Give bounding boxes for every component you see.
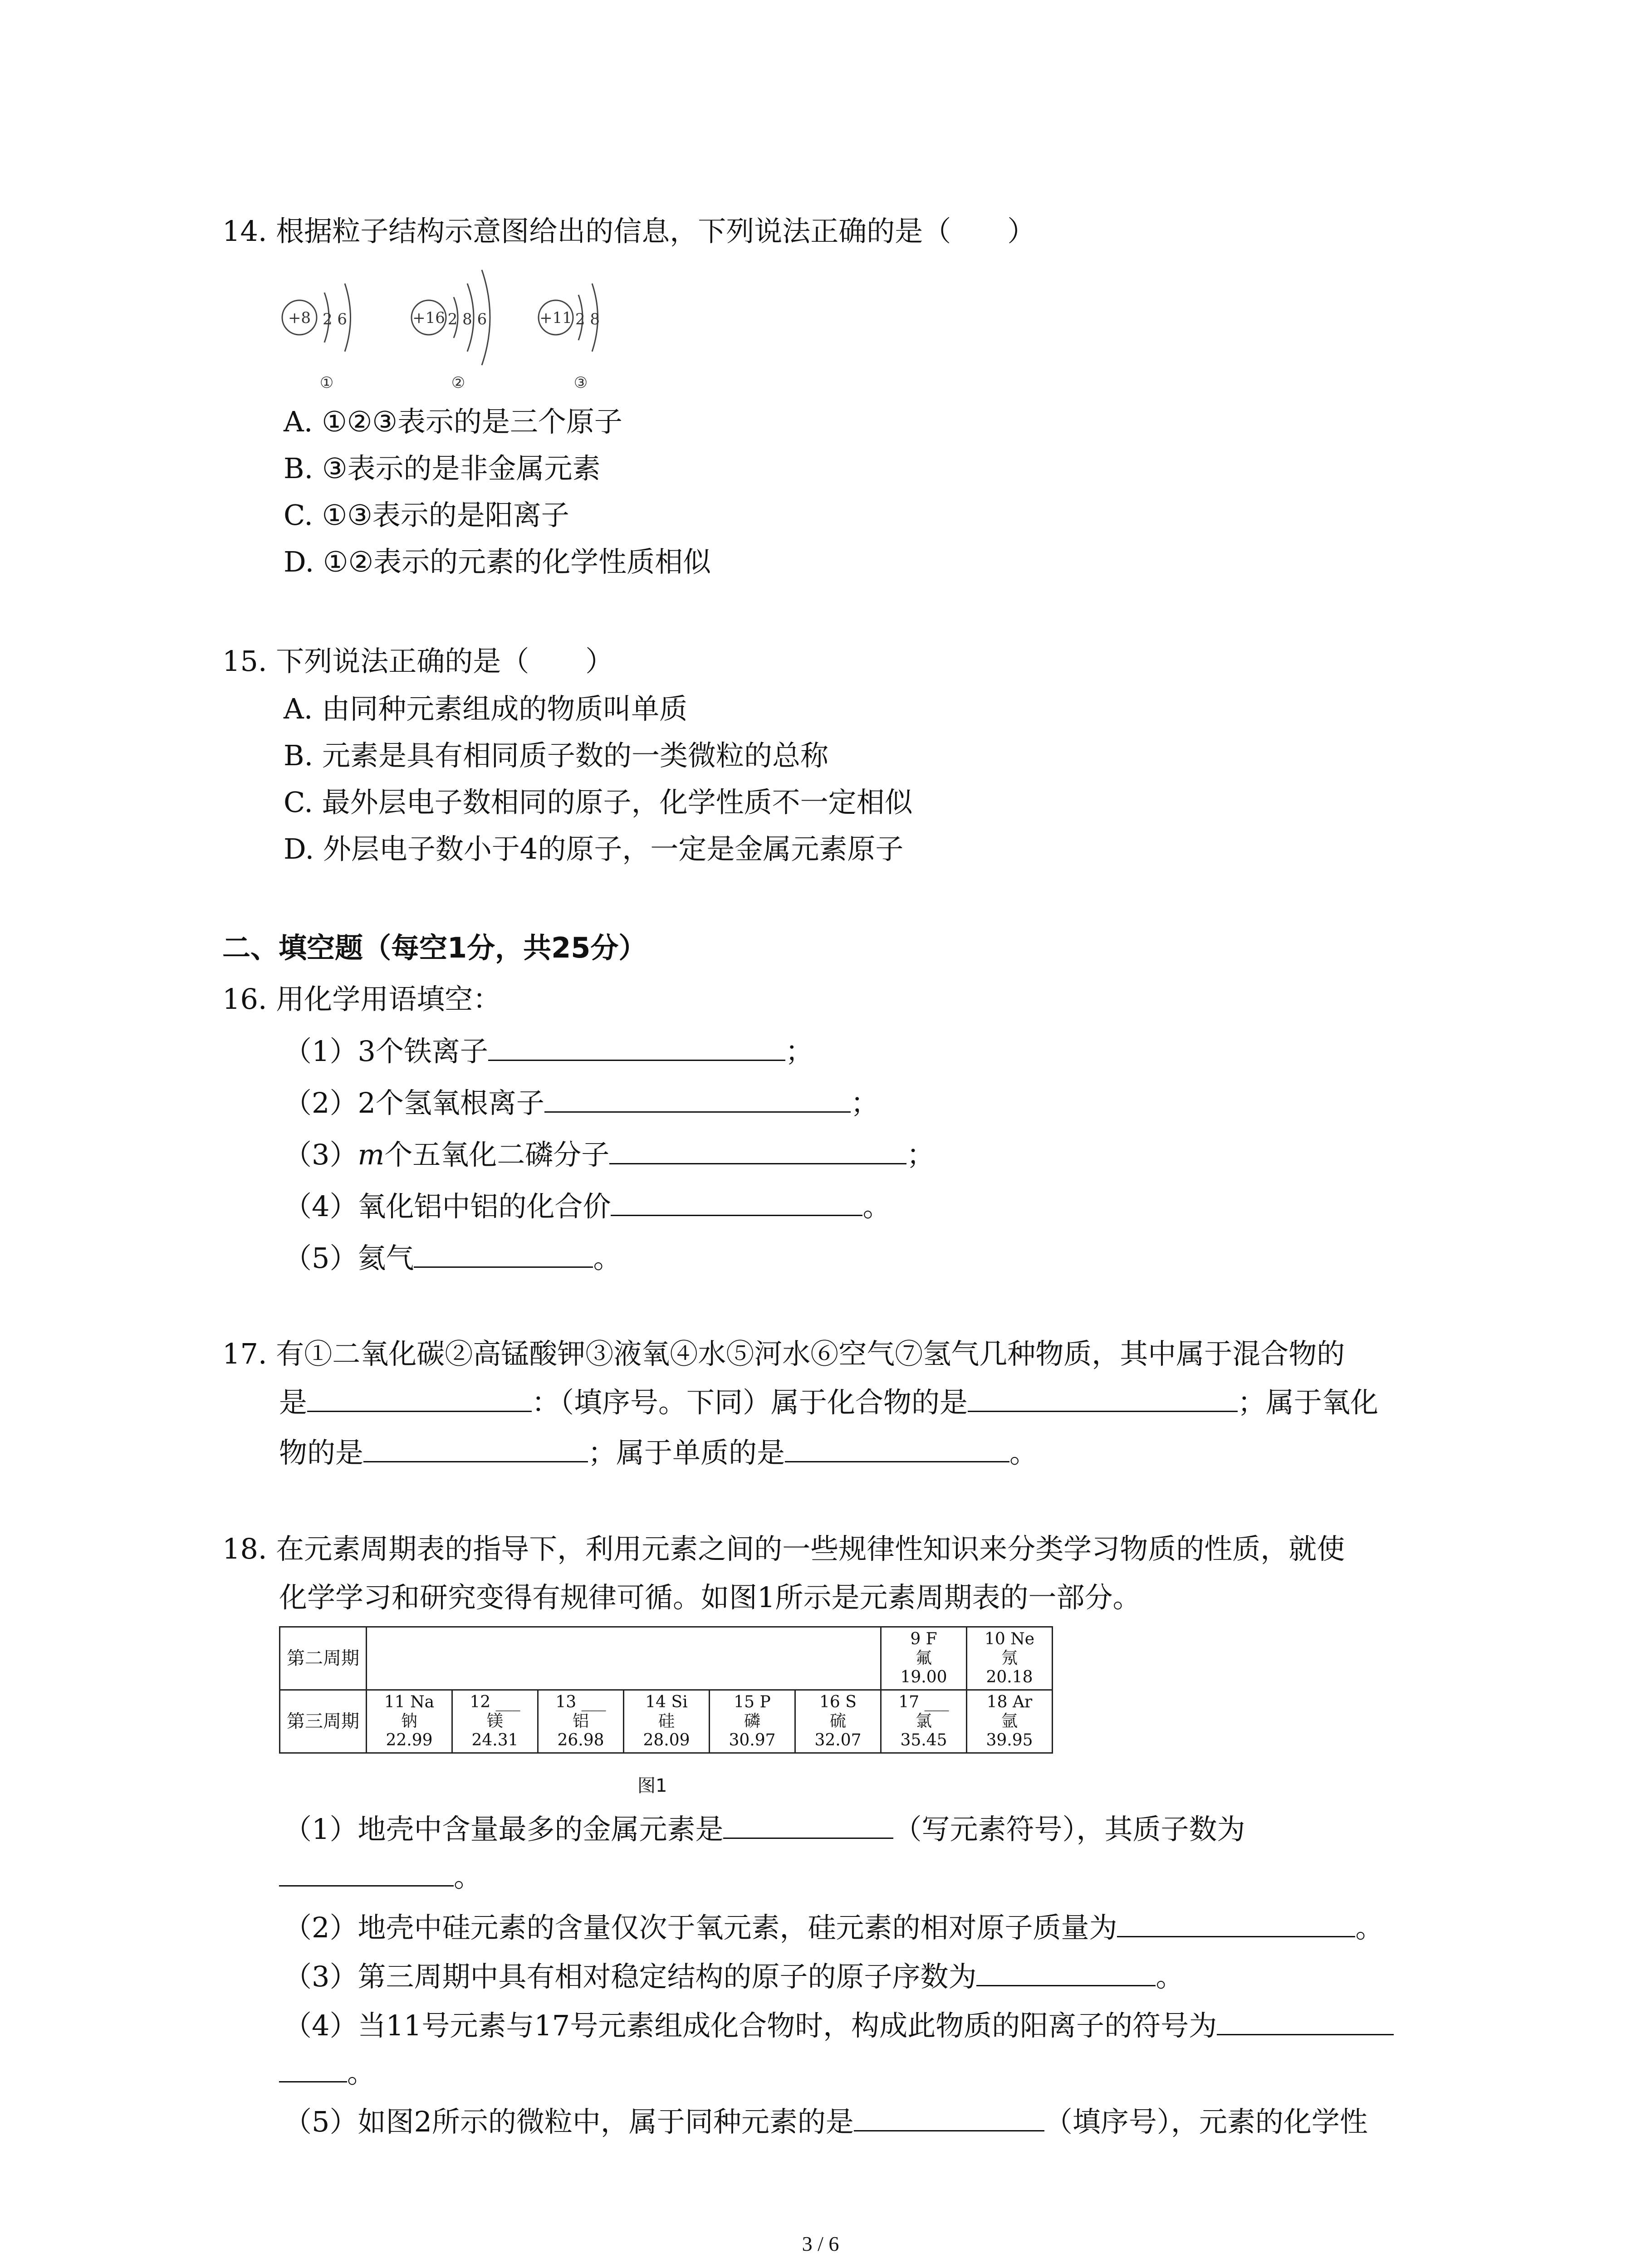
element-cell [538,1690,624,1753]
q18-text: 。 [1156,1960,1184,1993]
q16-item-2-end: ； [850,1086,879,1119]
element-number: 13 ___ [555,1693,606,1711]
q16-item-3 [284,1137,935,1173]
element-mass: 28.09 [643,1731,690,1750]
empty-cell [710,1627,795,1690]
answer-blank[interactable] [279,2055,347,2082]
atom-diagram-3 [539,284,600,392]
element-mass: 30.97 [729,1731,776,1750]
element-cell [881,1627,967,1690]
empty-cell [367,1627,452,1690]
q18-text: （2）地壳中硅元素的含量仅次于氧元素，硅元素的相对原子质量为 [284,1911,1117,1944]
element-number: 15 P [734,1693,771,1711]
atom-diagram-2 [411,270,490,392]
element-name: 硫 [829,1712,846,1730]
element-name: 氩 [1001,1712,1018,1730]
electron-shells: 2 8 [575,310,600,328]
empty-cell [795,1627,881,1690]
q16-item-1 [284,1033,813,1070]
row-header: 第二周期 [280,1627,367,1690]
answer-blank[interactable] [1117,1910,1355,1937]
q18-text: （4）当11号元素与17号元素组成化合物时，构成此物质的阳离子的符号为 [284,2009,1217,2042]
q16-item-4-end: 。 [862,1190,891,1223]
q16-stem: 16. 用化学用语填空： [222,982,501,1016]
element-name: 钠 [401,1712,417,1730]
table-row-period-2 [280,1627,1053,1690]
answer-blank[interactable] [609,1137,906,1164]
element-number: 9 F [910,1630,937,1648]
element-mass: 26.98 [557,1731,604,1750]
q18-sub-2 [284,1910,1383,1946]
answer-blank[interactable] [854,2104,1044,2131]
nucleus-charge: +8 [288,309,311,327]
element-mass: 22.99 [386,1731,433,1750]
q16-item-2-text: （2）2个氢氧根离子 [284,1086,544,1119]
diagram-label: ③ [573,374,588,392]
answer-blank[interactable] [363,1435,588,1462]
q18-sub-1-cont [279,1859,482,1895]
q16-item-1-end: ； [785,1035,813,1068]
figure-caption: 图1 [637,1775,667,1796]
answer-blank[interactable] [544,1085,851,1113]
q16-item-5-end: 。 [593,1242,622,1275]
q16-item-4-text: （4）氧化铝中铝的化合价 [284,1190,611,1223]
element-number: 18 Ar [986,1693,1033,1711]
element-number: 17 ___ [898,1693,949,1711]
q16-item-3-prefix: （3） [284,1138,358,1171]
q16-item-3-end: ； [906,1138,935,1171]
element-name: 氯 [915,1712,932,1730]
element-number: 10 Ne [984,1630,1035,1648]
q14-stem: 14. 根据粒子结构示意图给出的信息，下列说法正确的是（ ） [222,215,1036,248]
empty-cell [624,1627,710,1690]
answer-blank[interactable] [1217,2008,1394,2035]
q18-text: 。 [454,1860,482,1893]
empty-cell [452,1627,538,1690]
q18-line-1: 18. 在元素周期表的指导下，利用元素之间的一些规律性知识来分类学习物质的性质，就使 [222,1532,1345,1565]
answer-blank[interactable] [488,1033,785,1061]
q17-text: ：（填序号。下同）属于化合物的是 [532,1386,968,1419]
q17-text: ；属于单质的是 [588,1436,785,1469]
q17-text: 。 [1009,1436,1038,1469]
element-name: 镁 [486,1712,503,1730]
element-name: 铝 [572,1712,589,1730]
periodic-table [279,1626,1053,1754]
q16-item-3-text: 个五氧化二磷分子 [384,1138,610,1171]
element-cell [367,1690,452,1753]
diagram-label: ① [319,374,334,392]
atom-structure-diagram [277,259,603,395]
element-cell [710,1690,795,1753]
answer-blank[interactable] [279,1859,454,1887]
element-name: 硅 [658,1712,675,1730]
element-number: 14 Si [645,1693,688,1711]
q17-text: 是 [279,1386,308,1419]
q14-option-b: B. ③表示的是非金属元素 [284,452,601,485]
atom-diagram-1 [282,284,351,392]
section-title: 二、填空题（每空1分，共25分） [222,931,647,964]
q14-option-d: D. ①②表示的元素的化学性质相似 [284,545,711,578]
q15-option-c: C. 最外层电子数相同的原子，化学性质不一定相似 [284,786,913,819]
q18-sub-4-cont [279,2055,375,2091]
q18-text: （写元素符号），其质子数为 [893,1813,1245,1846]
element-mass: 39.95 [986,1731,1033,1750]
answer-blank[interactable] [414,1240,593,1268]
q15-stem: 15. 下列说法正确的是（ ） [222,645,614,678]
q18-sub-5 [284,2104,1368,2140]
answer-blank[interactable] [968,1384,1238,1412]
q16-item-5 [284,1240,621,1276]
q15-option-a: A. 由同种元素组成的物质叫单质 [284,692,688,725]
page-number: 3 / 6 [802,2232,839,2255]
q16-item-2 [284,1085,879,1121]
q18-line-2: 化学学习和研究变得有规律可循。如图1所示是元素周期表的一部分。 [279,1581,1141,1614]
q18-sub-3 [284,1959,1184,1995]
q17-text: 物的是 [279,1436,364,1469]
nucleus-charge: +16 [412,309,445,327]
element-number: 11 Na [384,1693,435,1711]
element-cell [795,1690,881,1753]
answer-blank[interactable] [307,1384,532,1412]
element-number: 16 S [819,1693,857,1711]
element-name: 氖 [1001,1649,1018,1667]
answer-blank[interactable] [976,1959,1156,1986]
q15-option-b: B. 元素是具有相同质子数的一类微粒的总称 [284,739,828,772]
electron-shells: 2 6 [322,310,348,328]
q17-line-3 [279,1435,1038,1471]
element-mass: 19.00 [900,1668,947,1686]
q18-sub-1 [284,1811,1245,1848]
q16-item-3-variable: m [358,1138,385,1171]
q18-text: （填序号），元素的化学性 [1044,2105,1368,2138]
answer-blank[interactable] [785,1435,1009,1462]
element-cell [967,1690,1053,1753]
q16-item-5-text: （5）氦气 [284,1242,414,1275]
answer-blank[interactable] [611,1188,862,1216]
q18-text: （5）如图2所示的微粒中，属于同种元素的是 [284,2105,854,2138]
nucleus-charge: +11 [539,309,572,327]
element-cell [881,1690,967,1753]
element-mass: 20.18 [986,1668,1033,1686]
q18-sub-4 [284,2008,1394,2044]
element-cell [624,1690,710,1753]
q17-text: ；属于氧化 [1238,1386,1379,1419]
q17-line-2 [279,1384,1378,1421]
element-mass: 35.45 [900,1731,947,1750]
periodic-table-figure [279,1626,1053,1754]
answer-blank[interactable] [723,1811,893,1839]
q14-option-a: A. ①②③表示的是三个原子 [284,405,622,438]
element-name: 磷 [744,1712,760,1730]
element-cell [967,1627,1053,1690]
q16-item-1-text: （1）3个铁离子 [284,1035,488,1068]
element-mass: 24.31 [471,1731,519,1750]
table-row-period-3 [280,1690,1053,1753]
row-header: 第三周期 [280,1690,367,1753]
element-number: 12 ___ [470,1693,520,1711]
q16-item-4 [284,1188,891,1225]
q18-text: （3）第三周期中具有相对稳定结构的原子的原子序数为 [284,1960,977,1993]
element-name: 氟 [915,1649,932,1667]
q17-line-1: 17. 有①二氧化碳②高锰酸钾③液氧④水⑤河水⑥空气⑦氢气几种物质，其中属于混合物的 [222,1337,1345,1370]
q18-text: （1）地壳中含量最多的金属元素是 [284,1813,724,1846]
element-mass: 32.07 [814,1731,862,1750]
q18-text: 。 [347,2056,376,2089]
q14-option-c: C. ①③表示的是阳离子 [284,499,569,532]
empty-cell [538,1627,624,1690]
q15-option-d: D. 外层电子数小于4的原子，一定是金属元素原子 [284,832,904,865]
element-cell [452,1690,538,1753]
electron-shells: 2 8 6 [447,310,487,328]
q18-text: 。 [1355,1911,1384,1944]
diagram-label: ② [451,374,465,392]
